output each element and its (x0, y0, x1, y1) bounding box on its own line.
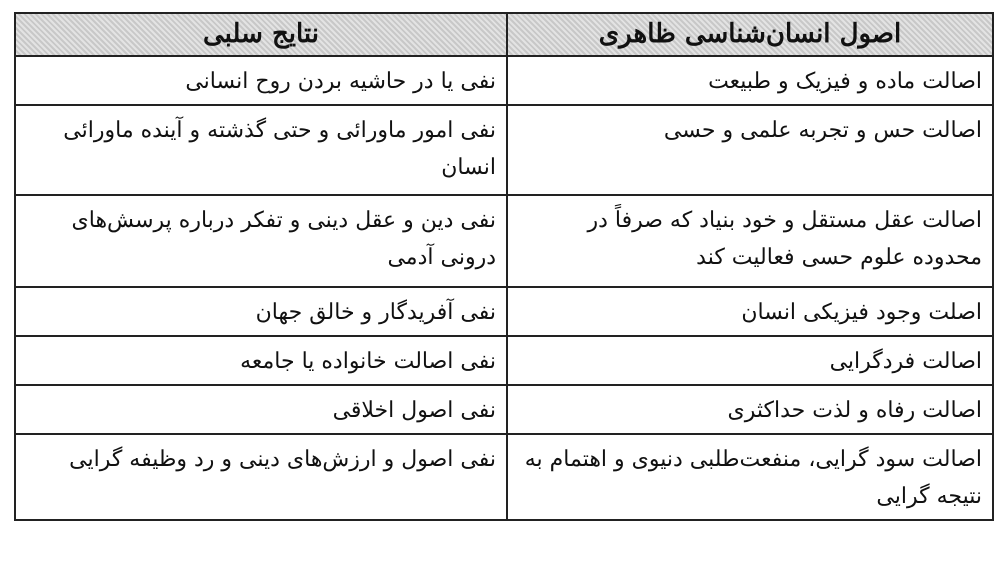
table-row (15, 385, 993, 434)
result-cell: نفی امور ماورائی و حتی گذشته و آینده ماورائی انسان (15, 105, 507, 195)
result-cell: نفی اصول و ارزش‌های دینی و رد وظیفه گرایی (15, 434, 507, 520)
table-row (15, 336, 993, 385)
principles-table (14, 12, 994, 521)
table-header-row (15, 13, 993, 56)
result-cell: نفی اصول اخلاقی (15, 385, 507, 434)
principle-cell: اصالت ماده و فیزیک و طبیعت (507, 56, 993, 105)
result-cell: نفی یا در حاشیه بردن روح انسانی (15, 56, 507, 105)
result-cell: نفی اصالت خانواده یا جامعه (15, 336, 507, 385)
table-row (15, 434, 993, 520)
principle-cell: اصالت فردگرایی (507, 336, 993, 385)
principle-cell: اصالت عقل مستقل و خود بنیاد که صرفاً در محدوده علوم حسی فعالیت کند (507, 195, 993, 287)
result-cell: نفی دین و عقل دینی و تفکر درباره پرسش‌های درونی آدمی (15, 195, 507, 287)
table-row (15, 287, 993, 336)
table-row (15, 56, 993, 105)
header-negative-results: نتایج سلبی (15, 13, 507, 56)
table-row (15, 105, 993, 195)
principle-cell: اصلت وجود فیزیکی انسان (507, 287, 993, 336)
result-cell: نفی آفریدگار و خالق جهان (15, 287, 507, 336)
principle-cell: اصالت سود گرایی، منفعت‌طلبی دنیوی و اهتمام به نتیجه گرایی (507, 434, 993, 520)
table-row (15, 195, 993, 287)
header-principles: اصول انسان‌شناسی ظاهری (507, 13, 993, 56)
principle-cell: اصالت رفاه و لذت حداکثری (507, 385, 993, 434)
principle-cell: اصالت حس و تجربه علمی و حسی (507, 105, 993, 195)
